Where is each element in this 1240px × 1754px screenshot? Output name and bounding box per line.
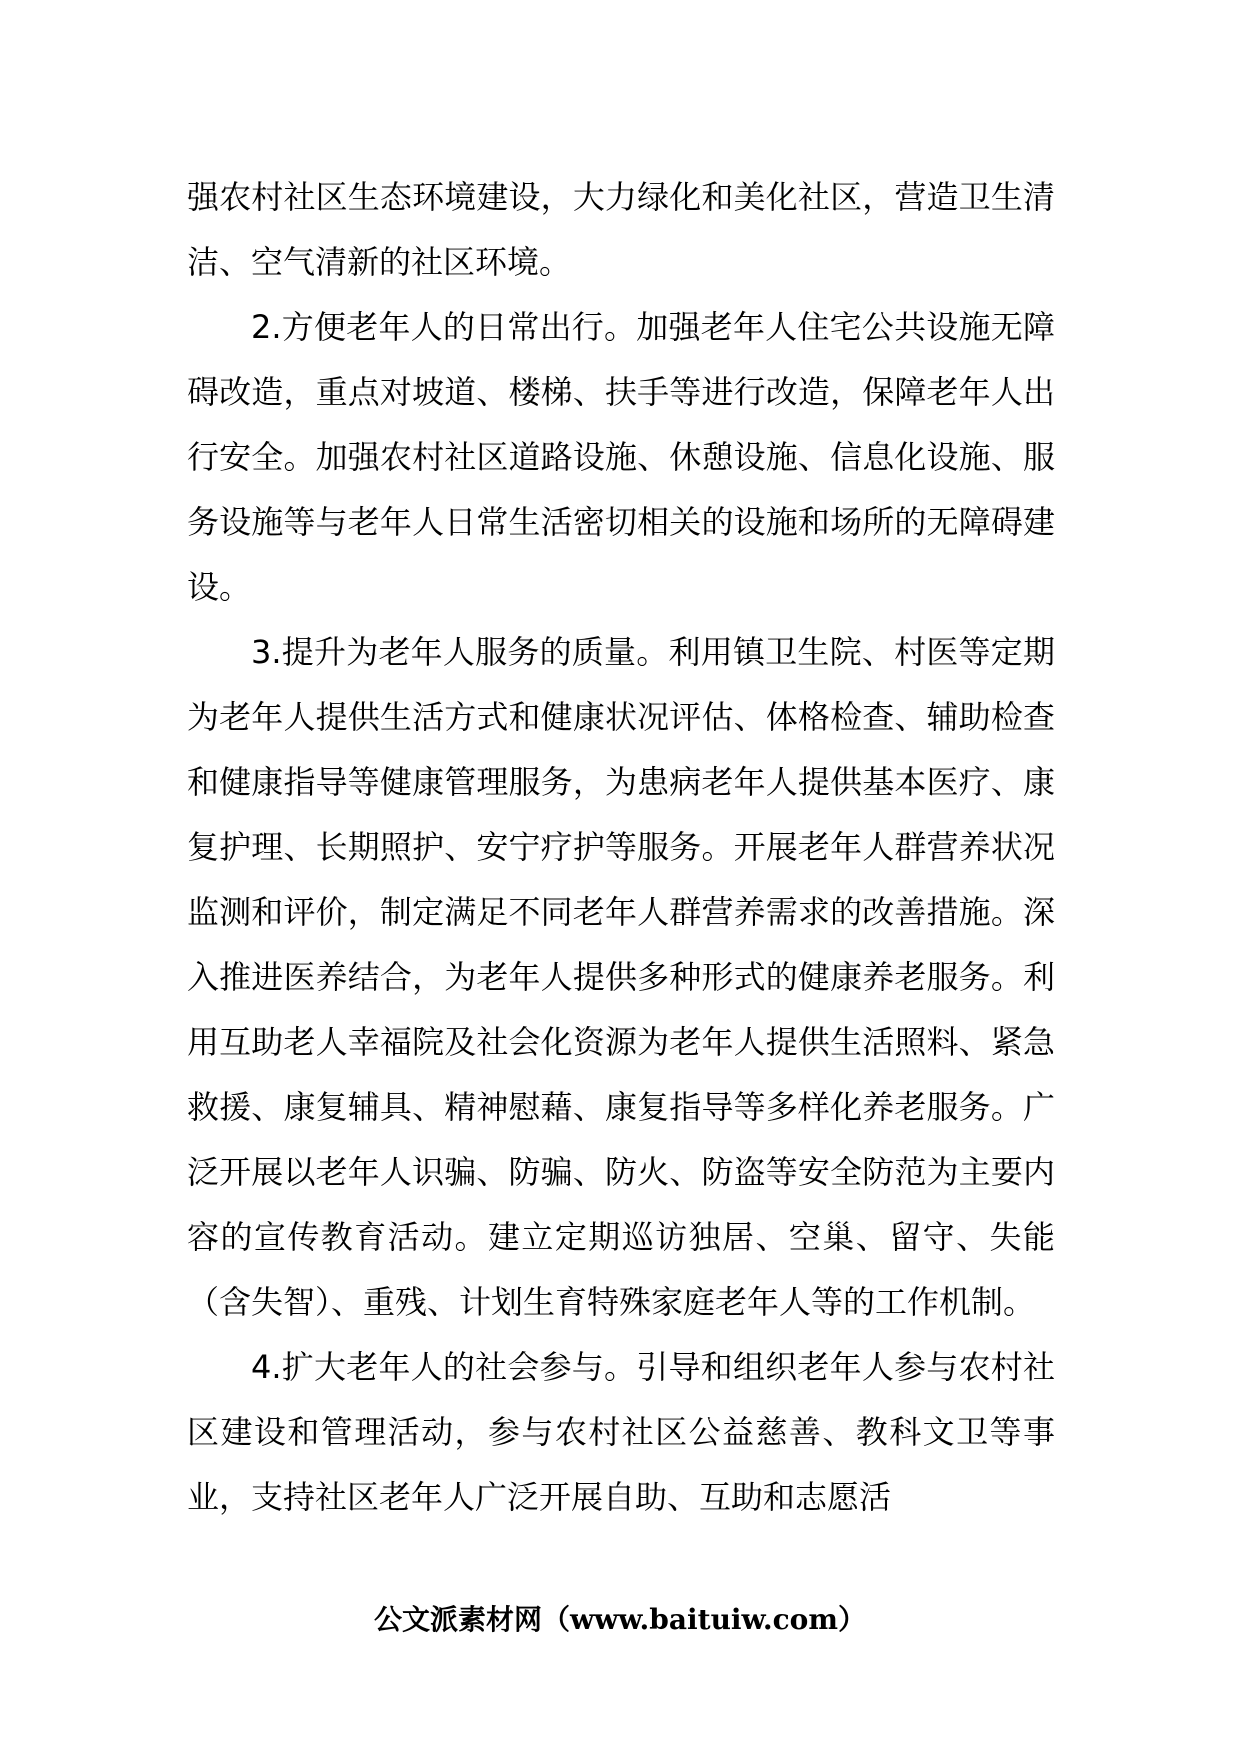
paragraph-item-3: 3.提升为老年人服务的质量。利用镇卫生院、村医等定期为老年人提供生活方式和健康状况评估、体格检查、辅助检查和健康指导等健康管理服务，为患病老年人提供基本医疗、康复护理、长期照护、安宁疗护等服务。开展老年人群营养状况监测和评价，制定满足不同老年人群营养需求的改善措施。深入推进医养结合，为老年人提供多种形式的健康养老服务。利用互助老人幸福院及社会化资源为老年人提供生活照料、紧急救援、康复辅具、精神慰藉、康复指导等多样化养老服务。广泛开展以老年人识骗、防骗、防火、防盗等安全防范为主要内容的宣传教育活动。建立定期巡访独居、空巢、留守、失能（含失智）、重残、计划生育特殊家庭老年人等的工作机制。 <box>187 633 1055 1321</box>
paragraph-item-4: 4.扩大老年人的社会参与。引导和组织老年人参与农村社区建设和管理活动，参与农村社区公益慈善、教科文卫等事业，支持社区老年人广泛开展自助、互助和志愿活 <box>187 1348 1055 1516</box>
footer-watermark: 公文派素材网（www.baituiw.com） <box>374 1603 866 1636</box>
document-body <box>187 165 1055 1530</box>
paragraph-continuation: 强农村社区生态环境建设，大力绿化和美化社区，营造卫生清洁、空气清新的社区环境。 <box>187 178 1055 281</box>
paragraph-item-2: 2.方便老年人的日常出行。加强老年人住宅公共设施无障碍改造，重点对坡道、楼梯、扶手等进行改造，保障老年人出行安全。加强农村社区道路设施、休憩设施、信息化设施、服务设施等与老年人日常生活密切相关的设施和场所的无障碍建设。 <box>187 308 1055 606</box>
